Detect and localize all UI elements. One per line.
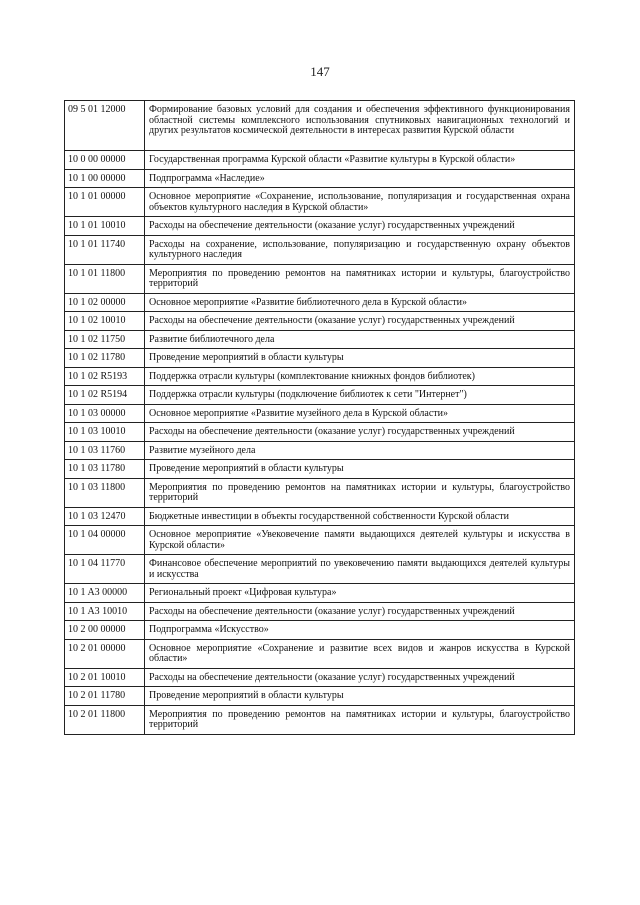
table-row — [65, 349, 575, 368]
table-row — [65, 293, 575, 312]
row-description: Формирование базовых условий для создания и обеспечения эффективного функционирования областной системы комплексного использования спутниковых навигационных технологий и других результатов космической деятельности в интересах развития Курской области — [145, 101, 575, 151]
row-description: Основное мероприятие «Увековечение памяти выдающихся деятелей культуры и искусства в Курской области» — [145, 526, 575, 555]
table-row — [65, 169, 575, 188]
table-row — [65, 330, 575, 349]
row-description: Подпрограмма «Искусство» — [145, 621, 575, 640]
table-row — [65, 367, 575, 386]
row-code: 10 1 02 11750 — [65, 330, 145, 349]
row-description: Проведение мероприятий в области культуры — [145, 349, 575, 368]
page-number: 147 — [310, 64, 330, 79]
table-row — [65, 507, 575, 526]
row-description: Бюджетные инвестиции в объекты государственной собственности Курской области — [145, 507, 575, 526]
table-row — [65, 687, 575, 706]
row-code: 10 2 01 10010 — [65, 668, 145, 687]
row-description: Расходы на обеспечение деятельности (оказание услуг) государственных учреждений — [145, 217, 575, 236]
row-code: 10 1 03 11760 — [65, 441, 145, 460]
row-code: 10 0 00 00000 — [65, 151, 145, 170]
row-code: 10 1 02 00000 — [65, 293, 145, 312]
row-code: 10 1 02 R5193 — [65, 367, 145, 386]
table-row — [65, 188, 575, 217]
row-code: 10 2 01 11780 — [65, 687, 145, 706]
row-code: 10 1 01 00000 — [65, 188, 145, 217]
row-description: Основное мероприятие «Развитие музейного дела в Курской области» — [145, 404, 575, 423]
row-description: Государственная программа Курской области «Развитие культуры в Курской области» — [145, 151, 575, 170]
row-code: 10 1 00 00000 — [65, 169, 145, 188]
row-code: 09 5 01 12000 — [65, 101, 145, 151]
row-description: Расходы на обеспечение деятельности (оказание услуг) государственных учреждений — [145, 602, 575, 621]
row-code: 10 1 01 11800 — [65, 264, 145, 293]
row-description: Мероприятия по проведению ремонтов на памятниках истории и культуры, благоустройство территорий — [145, 264, 575, 293]
table-row — [65, 584, 575, 603]
row-description: Мероприятия по проведению ремонтов на памятниках истории и культуры, благоустройство территорий — [145, 478, 575, 507]
row-code: 10 1 03 11800 — [65, 478, 145, 507]
table-row — [65, 386, 575, 405]
table-row — [65, 639, 575, 668]
row-description: Проведение мероприятий в области культуры — [145, 460, 575, 479]
table-row — [65, 151, 575, 170]
table-row — [65, 264, 575, 293]
table-row — [65, 621, 575, 640]
row-code: 10 1 01 11740 — [65, 235, 145, 264]
row-description: Поддержка отрасли культуры (комплектование книжных фондов библиотек) — [145, 367, 575, 386]
table-row — [65, 602, 575, 621]
table-row — [65, 404, 575, 423]
table-row — [65, 460, 575, 479]
table-row — [65, 235, 575, 264]
row-code: 10 1 A3 10010 — [65, 602, 145, 621]
table-row — [65, 668, 575, 687]
row-description: Мероприятия по проведению ремонтов на памятниках истории и культуры, благоустройство территорий — [145, 705, 575, 734]
row-description: Расходы на обеспечение деятельности (оказание услуг) государственных учреждений — [145, 312, 575, 331]
row-description: Развитие библиотечного дела — [145, 330, 575, 349]
table-row — [65, 478, 575, 507]
table-body — [65, 101, 575, 735]
table-row — [65, 526, 575, 555]
row-description: Подпрограмма «Наследие» — [145, 169, 575, 188]
table-row — [65, 705, 575, 734]
row-code: 10 1 03 11780 — [65, 460, 145, 479]
row-description: Расходы на сохранение, использование, популяризацию и государственную охрану объектов культурного наследия — [145, 235, 575, 264]
row-description: Основное мероприятие «Сохранение и развитие всех видов и жанров искусства в Курской области» — [145, 639, 575, 668]
row-code: 10 1 02 R5194 — [65, 386, 145, 405]
row-description: Развитие музейного дела — [145, 441, 575, 460]
table-row — [65, 555, 575, 584]
row-code: 10 1 02 11780 — [65, 349, 145, 368]
row-code: 10 1 01 10010 — [65, 217, 145, 236]
table-row — [65, 423, 575, 442]
row-code: 10 1 04 11770 — [65, 555, 145, 584]
row-code: 10 1 02 10010 — [65, 312, 145, 331]
row-code: 10 2 00 00000 — [65, 621, 145, 640]
row-description: Основное мероприятие «Сохранение, использование, популяризация и государственная охрана объектов культурного наследия в Курской области» — [145, 188, 575, 217]
row-code: 10 1 03 00000 — [65, 404, 145, 423]
row-description: Финансовое обеспечение мероприятий по увековечению памяти выдающихся деятелей культуры и искусства — [145, 555, 575, 584]
table-row — [65, 312, 575, 331]
row-description: Поддержка отрасли культуры (подключение библиотек к сети "Интернет") — [145, 386, 575, 405]
row-code: 10 1 03 12470 — [65, 507, 145, 526]
row-description: Проведение мероприятий в области культуры — [145, 687, 575, 706]
row-code: 10 2 01 11800 — [65, 705, 145, 734]
table-row — [65, 441, 575, 460]
row-description: Расходы на обеспечение деятельности (оказание услуг) государственных учреждений — [145, 668, 575, 687]
row-code: 10 2 01 00000 — [65, 639, 145, 668]
budget-code-table — [64, 100, 575, 735]
row-code: 10 1 04 00000 — [65, 526, 145, 555]
row-code: 10 1 A3 00000 — [65, 584, 145, 603]
table-row — [65, 217, 575, 236]
row-description: Основное мероприятие «Развитие библиотечного дела в Курской области» — [145, 293, 575, 312]
row-code: 10 1 03 10010 — [65, 423, 145, 442]
row-description: Расходы на обеспечение деятельности (оказание услуг) государственных учреждений — [145, 423, 575, 442]
table-row — [65, 101, 575, 151]
row-description: Региональный проект «Цифровая культура» — [145, 584, 575, 603]
